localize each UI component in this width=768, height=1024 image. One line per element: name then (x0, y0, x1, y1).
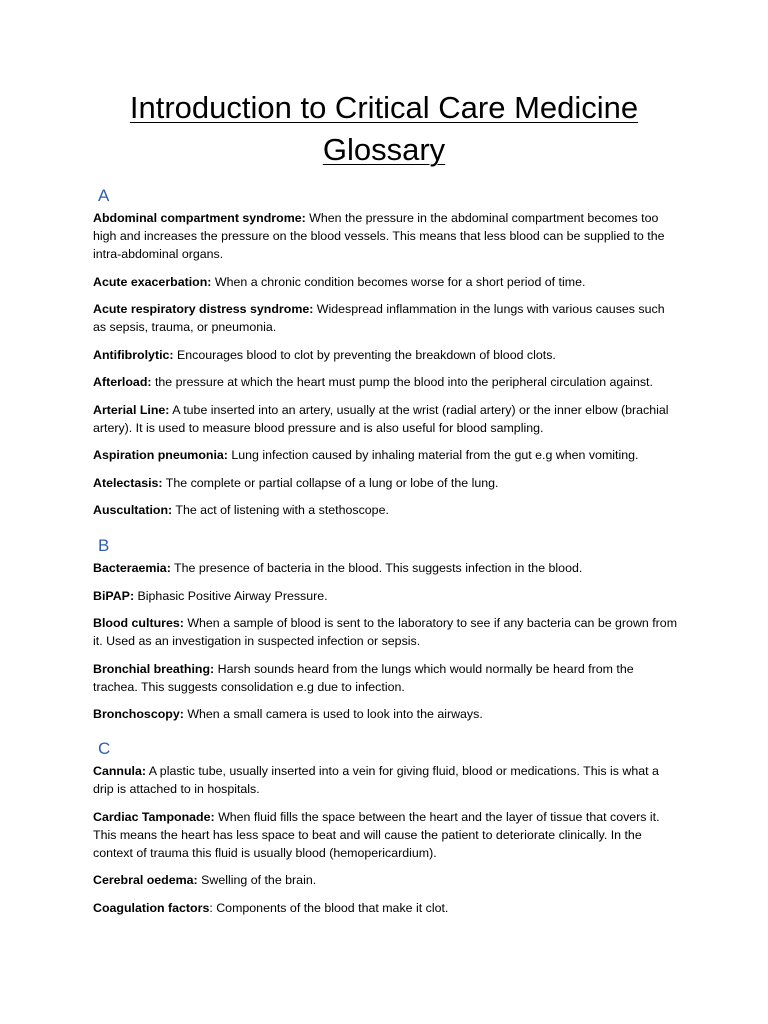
glossary-entry (93, 501, 678, 519)
glossary-term: Coagulation factors (93, 900, 210, 915)
page-title (0, 87, 768, 171)
glossary-definition: : Components of the blood that make it clot. (209, 900, 449, 915)
glossary-definition: A tube inserted into an artery, usually at the wrist (radial artery) or the inner elbow (brachial artery). It is used to measure blood pressure and is also useful for blood sampling. (93, 402, 669, 435)
glossary-section-b (93, 535, 678, 723)
glossary-entry (93, 401, 678, 437)
glossary-term: Auscultation: (93, 503, 173, 517)
glossary-entry (93, 209, 678, 263)
glossary-definition: When the pressure in the abdominal compartment becomes too high and increases the pressure on the blood vessels. This means that less blood can be supplied to the intra-abdominal organs. (93, 211, 665, 261)
glossary-definition: When a small camera is used to look into the airways. (183, 707, 483, 721)
glossary-entry (93, 705, 678, 723)
glossary-definition: Biphasic Positive Airway Pressure. (134, 588, 328, 603)
glossary-section-c (93, 738, 678, 917)
glossary-term: Blood cultures: (93, 616, 184, 630)
glossary-term: Bronchoscopy: (93, 707, 184, 721)
glossary-definition: Widespread inflammation in the lungs with various causes such as sepsis, trauma, or pneumonia. (93, 302, 665, 334)
glossary-entry (93, 614, 678, 650)
section-letter-heading: B (98, 536, 110, 555)
glossary-definition: When a chronic condition becomes worse for a short period of time. (211, 274, 586, 289)
glossary-definition: The act of listening with a stethoscope. (172, 503, 389, 517)
glossary-term: Abdominal compartment syndrome: (93, 211, 306, 225)
glossary-definition: the pressure at which the heart must pump the blood into the peripheral circulation against. (151, 375, 653, 389)
glossary-definition: The complete or partial collapse of a lung or lobe of the lung. (162, 475, 499, 490)
glossary-term: Aspiration pneumonia: (93, 448, 228, 462)
glossary-entry (93, 660, 678, 696)
glossary-entry (93, 559, 678, 577)
glossary-definition: When fluid fills the space between the heart and the layer of tissue that covers it. This means the heart has less space to beat and will cause the patient to deteriorate clinically. In the context of trauma this fluid is usually blood (hemopericardium). (93, 809, 660, 860)
glossary-definition: Lung infection caused by inhaling material from the gut e.g when vomiting. (227, 448, 639, 462)
section-letter-heading: C (98, 739, 111, 758)
title-line-2: Glossary (322, 132, 446, 167)
title-line-1: Introduction to Critical Care Medicine (129, 90, 639, 125)
glossary-definition: A plastic tube, usually inserted into a vein for giving fluid, blood or medications. This is what a drip is attached to in hospitals. (93, 764, 659, 796)
glossary-entry (93, 300, 678, 336)
glossary-term: Bacteraemia: (93, 561, 171, 575)
glossary-definition: Harsh sounds heard from the lungs which would normally be heard from the trachea. This suggests consolidation e.g due to infection. (93, 661, 634, 694)
glossary-entry (93, 587, 678, 605)
section-letter-heading: A (98, 186, 110, 205)
glossary-entry (93, 899, 678, 917)
glossary-definition: The presence of bacteria in the blood. This suggests infection in the blood. (170, 561, 583, 575)
glossary-section-a (93, 185, 678, 519)
glossary-term: Acute exacerbation: (93, 274, 212, 289)
glossary-definition: Swelling of the brain. (197, 873, 317, 887)
glossary-term: Acute respiratory distress syndrome: (93, 302, 314, 316)
glossary-entry (93, 446, 678, 464)
glossary-term: BiPAP: (93, 588, 135, 603)
glossary-content (93, 185, 678, 926)
glossary-term: Arterial Line: (93, 402, 170, 417)
glossary-term: Cannula: (93, 764, 147, 778)
glossary-term: Cerebral oedema: (93, 873, 198, 887)
glossary-term: Bronchial breathing: (93, 661, 215, 676)
glossary-entry (93, 762, 678, 798)
glossary-entry (93, 808, 678, 862)
glossary-entry (93, 373, 678, 391)
glossary-definition: When a sample of blood is sent to the laboratory to see if any bacteria can be grown from it. Used as an investigation in suspected infection or sepsis. (93, 616, 678, 648)
glossary-term: Atelectasis: (93, 475, 163, 490)
glossary-term: Antifibrolytic: (93, 347, 174, 362)
glossary-entry (93, 346, 678, 364)
glossary-entry (93, 871, 678, 889)
glossary-entry (93, 273, 678, 291)
glossary-definition: Encourages blood to clot by preventing the breakdown of blood clots. (173, 347, 556, 362)
glossary-term: Afterload: (93, 375, 152, 389)
glossary-entry (93, 474, 678, 492)
glossary-term: Cardiac Tamponade: (93, 809, 215, 824)
